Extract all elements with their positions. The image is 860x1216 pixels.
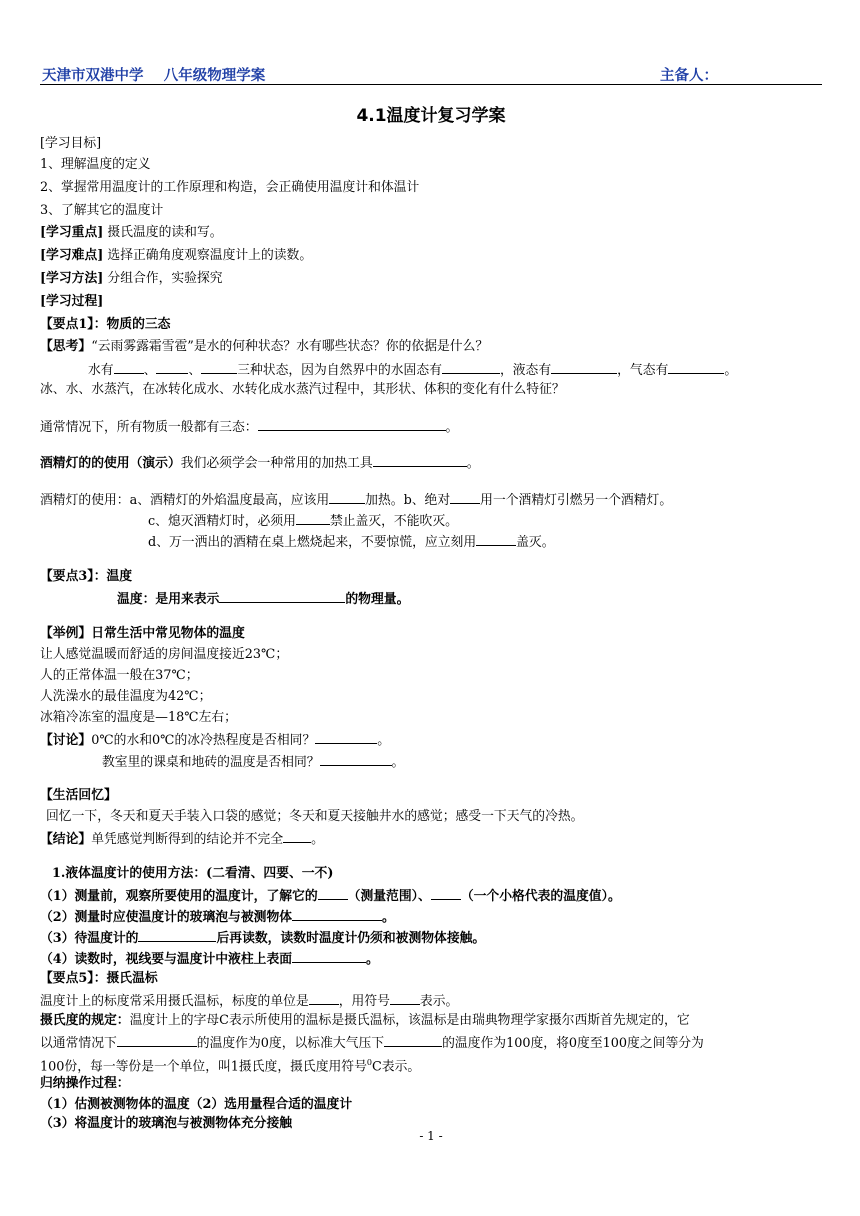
lamp-use-a: 酒精灯的使用：a、酒精灯的外焰温度最高，应该用 加热。b、绝对 用一个酒精灯引燃另一个酒精灯。 [40, 493, 673, 508]
point1-heading: 【要点1】：物质的三态 [40, 317, 171, 332]
focus-line [40, 225, 223, 241]
point5-heading: 【要点5】：摄氏温标 [40, 971, 158, 986]
focus-text: 摄氏温度的读和写。 [107, 225, 223, 240]
usage-step-2: （2）测量时应使温度计的玻璃泡与被测物体 。 [40, 910, 395, 925]
blank [442, 361, 500, 374]
blank [258, 418, 446, 431]
memory-text: 回忆一下，冬天和夏天手装入口袋的感觉；冬天和夏天接触井水的感觉；感受一下天气的冷热。 [46, 809, 584, 824]
discuss-label: 【讨论】 [40, 733, 92, 748]
blank [117, 1034, 197, 1047]
blank [201, 361, 237, 374]
celsius-definition-3: 100份，每一等份是一个单位，叫1摄氏度，摄氏度用符号$^0$C表示。 [40, 1058, 421, 1075]
think-label: 【思考】 [40, 339, 92, 354]
blank [668, 361, 724, 374]
blank [219, 590, 345, 603]
blank [476, 533, 516, 546]
lamp-use-c: c、熄灭酒精灯时，必须用 禁止盖灭，不能吹灭。 [148, 514, 458, 529]
think-line [40, 339, 488, 355]
summary-line-2: （3）将温度计的玻璃泡与被测物体充分接触 [40, 1116, 293, 1131]
conclusion-label: 【结论】 [40, 832, 92, 847]
water-states-line: 水有 、 、 三种状态，因为自然界中的水固态有 ，液态有 ，气态有 。 [88, 363, 738, 378]
objective-2: 2、掌握常用温度计的工作原理和构造，会正确使用温度计和体温计 [40, 180, 420, 195]
blank [296, 512, 330, 525]
blank [450, 491, 480, 504]
blank [315, 731, 377, 744]
example-2: 人的正常体温一般在37℃； [40, 668, 199, 683]
lamp-line: 酒精灯的的使用（演示）我们必须学会一种常用的加热工具 。 [40, 456, 480, 471]
usage-step-4: （4）读数时，视线要与温度计中液柱上表面 。 [40, 952, 379, 967]
blank [138, 929, 216, 942]
blank [329, 491, 365, 504]
focus-label: [学习重点] [40, 225, 104, 240]
blank [390, 992, 420, 1005]
blank [384, 1034, 442, 1047]
example-1: 让人感觉温暖而舒适的房间温度接近23℃； [40, 647, 289, 662]
discuss-line-1: 【讨论】0℃的水和0℃的冰冷热程度是否相同？ 。 [40, 733, 391, 748]
objectives-heading: [学习目标] [40, 136, 102, 151]
method-label: [学习方法] [40, 271, 104, 286]
usage-heading: 1.液体温度计的使用方法：(二看清、四要、一不) [52, 866, 334, 881]
blank [551, 361, 617, 374]
lamp-bold: 酒精灯的的使用（演示） [40, 456, 181, 471]
celsius-def-label: 摄氏度的规定： [40, 1013, 130, 1028]
scale-unit-line: 温度计上的标度常采用摄氏温标，标度的单位是 ，用符号 表示。 [40, 994, 459, 1009]
objective-1: 1、理解温度的定义 [40, 157, 151, 172]
example-heading: 【举例】日常生活中常见物体的温度 [40, 626, 245, 641]
discuss-line-2: 教室里的课桌和地砖的温度是否相同？ 。 [102, 755, 405, 770]
difficulty-label: [学习难点] [40, 248, 104, 263]
usage-step-3: （3）待温度计的 后再读数，读数时温度计仍须和被测物体接触。 [40, 931, 486, 946]
difficulty-text: 选择正确角度观察温度计上的读数。 [107, 248, 313, 263]
page-number: - 1 - [419, 1129, 443, 1143]
blank [373, 454, 467, 467]
celsius-definition-2: 以通常情况下 的温度作为0度，以标准大气压下 的温度作为100度，将0度至100度之间等分为 [40, 1036, 704, 1051]
example-4: 冰箱冷冻室的温度是—18℃左右； [40, 710, 237, 725]
page-header [40, 62, 822, 85]
process-label: [学习过程] [40, 294, 104, 309]
summary-heading: 归纳操作过程： [40, 1076, 130, 1091]
blank [309, 992, 339, 1005]
blank [292, 908, 382, 921]
blank [114, 361, 144, 374]
objective-3: 3、了解其它的温度计 [40, 203, 164, 218]
think-line3: 冰、水、水蒸汽，在冰转化成水、水转化成水蒸汽过程中，其形状、体积的变化有什么特征？ [40, 382, 565, 397]
usage-step-1: （1）测量前，观察所要使用的温度计，了解它的 （测量范围）、 （一个小格代表的温度值）。 [40, 889, 621, 904]
blank [431, 887, 461, 900]
three-states-line: 通常情况下，所有物质一般都有三态： 。 [40, 420, 459, 435]
blank [318, 887, 348, 900]
method-text: 分组合作，实验探究 [107, 271, 223, 286]
method-line [40, 271, 223, 287]
lamp-use-d: d、万一洒出的酒精在桌上燃烧起来，不要惊慌，应立刻用 盖灭。 [148, 535, 555, 550]
header-school: 天津市双港中学 八年级物理学案 [42, 68, 266, 84]
example-3: 人洗澡水的最佳温度为42℃； [40, 689, 212, 704]
difficulty-line [40, 248, 312, 264]
celsius-definition: 摄氏度的规定：温度计上的字母C表示所使用的温标是摄氏温标，该温标是由瑞典物理学家摄尔西斯首先规定的，它 [40, 1013, 690, 1028]
think-text: “云雨雾露霜雪雹”是水的何种状态？水有哪些状态？你的依据是什么？ [91, 339, 489, 354]
blank [283, 830, 311, 843]
point3-heading: 【要点3】：温度 [40, 569, 133, 584]
header-author: 主备人： [660, 68, 718, 84]
blank [292, 950, 366, 963]
conclusion-line: 【结论】单凭感觉判断得到的结论并不完全 。 [40, 832, 324, 847]
summary-line-1: （1）估测被测物体的温度（2）选用量程合适的温度计 [40, 1097, 353, 1112]
blank [156, 361, 188, 374]
page-title: 4.1温度计复习学案 [356, 106, 506, 126]
temperature-definition: 温度：是用来表示 的物理量。 [117, 592, 410, 607]
blank [320, 753, 392, 766]
memory-heading: 【生活回忆】 [40, 788, 117, 803]
